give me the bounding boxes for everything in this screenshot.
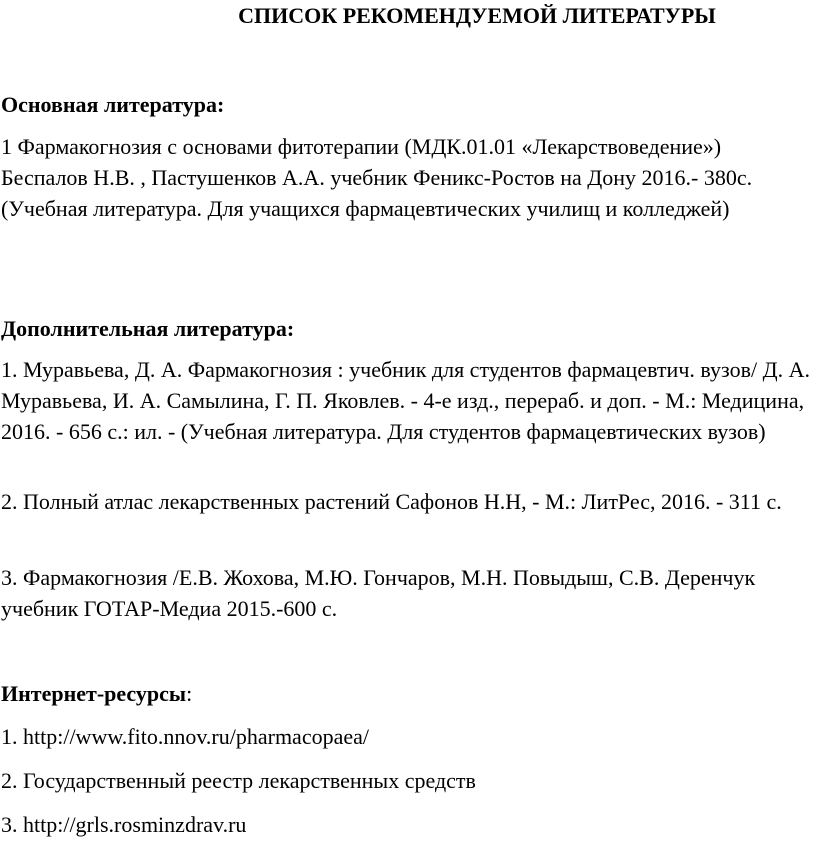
internet-resource-item-3[interactable]: 3. http://grls.rosminzdrav.ru [1,812,247,837]
internet-resources-heading-text: Интернет-ресурсы [1,681,187,706]
additional-literature-item-3: 3. Фармакогнозия /Е.В. Жохова, М.Ю. Гончаров, М.Н. Повыдыш, С.В. Деренчук учебник ГОТАР-Медиа 2015.-600 с. [1,565,756,621]
internet-resource-item-1[interactable]: 1. http://www.fito.nnov.ru/pharmacopaea/ [1,724,369,749]
internet-resource-item-2: 2. Государственный реестр лекарственных средств [1,768,476,793]
internet-resources-heading [1,680,192,708]
internet-resources-heading-colon: : [186,681,193,706]
main-literature-heading: Основная литература: [1,92,225,117]
page-title: СПИСОК РЕКОМЕНДУЕМОЙ ЛИТЕРАТУРЫ [238,3,716,28]
additional-literature-item-2: 2. Полный атлас лекарственных растений Сафонов Н.Н, - М.: ЛитРес, 2016. - 311 с. [1,489,782,514]
additional-literature-item-1: 1. Муравьева, Д. А. Фармакогнозия : учебник для студентов фармацевтич. вузов/ Д. А. Муравьева, И. А. Самылина, Г. П. Яковлев. - 4-е изд., перераб. и доп. - М.: Медицина, 2016. - 656 с.: ил. - (Учебная литература. Для студентов фармацевтических вузов) [1,357,810,444]
main-literature-item-1: 1 Фармакогнозия с основами фитотерапии (МДК.01.01 «Лекарствоведение») Беспалов Н.В. , Пастушенков А.А. учебник Феникс-Ростов на Дону 2016.- 380с. (Учебная литература. Для учащихся фармацевтических училищ и колледжей) [1,134,753,221]
additional-literature-heading: Дополнительная литература: [1,316,295,341]
